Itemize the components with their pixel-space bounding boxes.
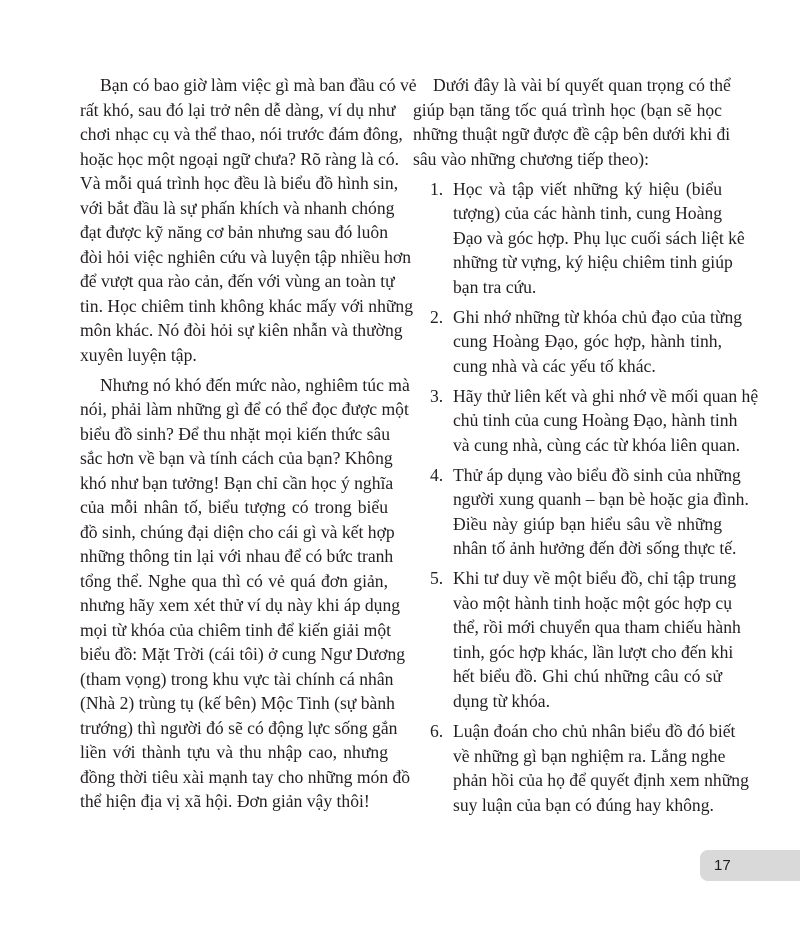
text-line: bạn tra cứu. [453,276,537,297]
text-line: chủ tinh của cung Hoàng Đạo, hành tinh [453,410,738,431]
text-line: nói, phải làm những gì để có thể đọc được một [80,399,409,420]
text-line: những thông tin lại với nhau để có bức tranh [80,546,394,567]
intro-paragraph [413,73,731,171]
list-item [413,719,749,817]
text-line: tin. Học chiêm tinh không khác mấy với những [80,295,414,316]
text-line: (Nhà 2) trùng tụ (kế bên) Mộc Tinh (sự bành [80,693,395,714]
text-line: tinh, góc hợp khác, lần lượt cho đến khi [453,641,734,662]
text-line: dụng từ khóa. [453,690,551,711]
text-line: xuyên luyện tập. [80,344,197,365]
text-line: đòi hỏi việc nghiên cứu và luyện tập nhiều hơn [80,246,412,267]
list-number: 5. [430,568,444,589]
text-line: Nhưng nó khó đến mức nào, nghiêm túc mà [100,374,410,395]
paragraph [80,373,411,814]
page-number: 17 [700,850,800,881]
text-line: đạt được kỹ năng cơ bản nhưng sau đó luôn [80,222,388,242]
text-line: môn khác. Nó đòi hỏi sự kiên nhẫn và thường [80,320,403,340]
text-line: rất khó, sau đó lại trở nên dễ dàng, ví dụ như [80,99,396,120]
text-line: và cung nhà, cùng các từ khóa liên quan. [453,434,741,455]
text-line: tượng) của các hành tinh, cung Hoàng [453,203,722,224]
text-line: Điều này giúp bạn hiểu sâu về những [453,513,722,534]
text-line: khó như bạn tưởng! Bạn chỉ cần học ý nghĩa [80,472,394,493]
text-line: cung nhà và các yếu tố khác. [453,355,656,376]
text-line: hết biểu đồ. Ghi chú những câu có sử [453,666,722,687]
text-line: Khi tư duy về một biểu đồ, chỉ tập trung [453,568,737,589]
text-line: biểu đồ: Mặt Trời (cái tôi) ở cung Ngư Dương [80,644,406,665]
text-line: chơi nhạc cụ và thể thao, nói trước đám đông, [80,124,403,144]
text-line: Dưới đây là vài bí quyết quan trọng có thể [433,75,731,95]
text-line: Và mỗi quá trình học đều là biểu đồ hình sin, [80,173,399,193]
right-column [413,73,759,823]
list-number: 6. [430,721,444,742]
list-item [413,384,759,458]
text-line: nhưng hãy xem xét thử ví dụ này khi áp dụng [80,595,401,616]
text-line: thể hiện địa vị xã hội. Đơn giản vậy thôi! [80,791,370,812]
text-line: sâu vào những chương tiếp theo): [413,148,650,169]
text-line: Luận đoán cho chủ nhân biểu đồ đó biết [453,721,736,742]
text-line: đồng thời tiêu xài mạnh tay cho những món đồ [80,766,411,787]
text-line: suy luận của bạn có đúng hay không. [453,794,714,815]
text-line: Hãy thử liên kết và ghi nhớ về mối quan hệ [453,385,759,406]
text-line: (tham vọng) trong khu vực tài chính cá nhân [80,668,394,689]
list-number: 2. [430,306,444,327]
left-column [80,73,417,819]
list-item [413,566,741,713]
text-line: Thử áp dụng vào biểu đồ sinh của những [453,464,741,485]
text-line: những thuật ngữ được đề cập bên dưới khi đi [413,124,731,144]
text-line: mọi từ khóa của chiêm tinh để kiến giải một [80,619,392,640]
text-line: của mỗi nhân tố, biểu tượng có trong biểu [80,497,388,518]
text-line: thể, rồi mới chuyển qua tham chiếu hành [453,617,741,638]
text-line: Đạo và góc hợp. Phụ lục cuối sách liệt kê [453,227,745,248]
text-line: để vượt qua rào cản, đến với vùng an toàn tự [80,271,395,291]
text-line: hoặc học một ngoại ngữ chưa? Rõ ràng là có. [80,148,400,169]
text-line: nhân tố ảnh hưởng đến đời sống thực tế. [453,538,737,559]
text-line: phản hồi của họ để quyết định xem những [453,770,749,791]
list-item [413,177,745,300]
text-line: tổng thể. Nghe qua thì có vẻ quá đơn giản, [80,570,388,591]
text-line: những từ vựng, ký hiệu chiêm tinh giúp [453,252,733,273]
paragraph [80,73,417,367]
text-line: về những gì bạn nghiệm ra. Lắng nghe [453,745,726,766]
text-line: biểu đồ sinh? Để thu nhặt mọi kiến thức sâu [80,423,391,444]
list-number: 1. [430,178,444,199]
text-line: liền với thành tựu và thu nhập cao, nhưng [80,742,388,763]
text-line: giúp bạn tăng tốc quá trình học (bạn sẽ học [413,99,722,120]
text-line: sắc hơn về bạn và tính cách của bạn? Không [80,448,393,469]
text-line: vào một hành tinh hoặc một góc hợp cụ [453,592,733,613]
text-line: Học và tập viết những ký hiệu (biểu [453,178,722,199]
text-line: Bạn có bao giờ làm việc gì mà ban đầu có vẻ [100,75,417,95]
list-item [413,463,749,561]
list-number: 4. [430,464,444,485]
list-number: 3. [430,385,444,406]
text-line: với bắt đầu là sự phấn khích và nhanh chóng [80,197,395,218]
text-line: Ghi nhớ những từ khóa chủ đạo của từng [453,306,743,327]
list-item [413,305,743,379]
text-line: trướng) thì người đó sẽ có động lực sống gắn [80,717,398,738]
text-line: cung Hoàng Đạo, góc hợp, hành tinh, [453,331,722,352]
text-line: người xung quanh – bạn bè hoặc gia đình. [453,489,749,510]
text-line: đồ sinh, chúng đại diện cho cái gì và kết hợp [80,521,395,542]
